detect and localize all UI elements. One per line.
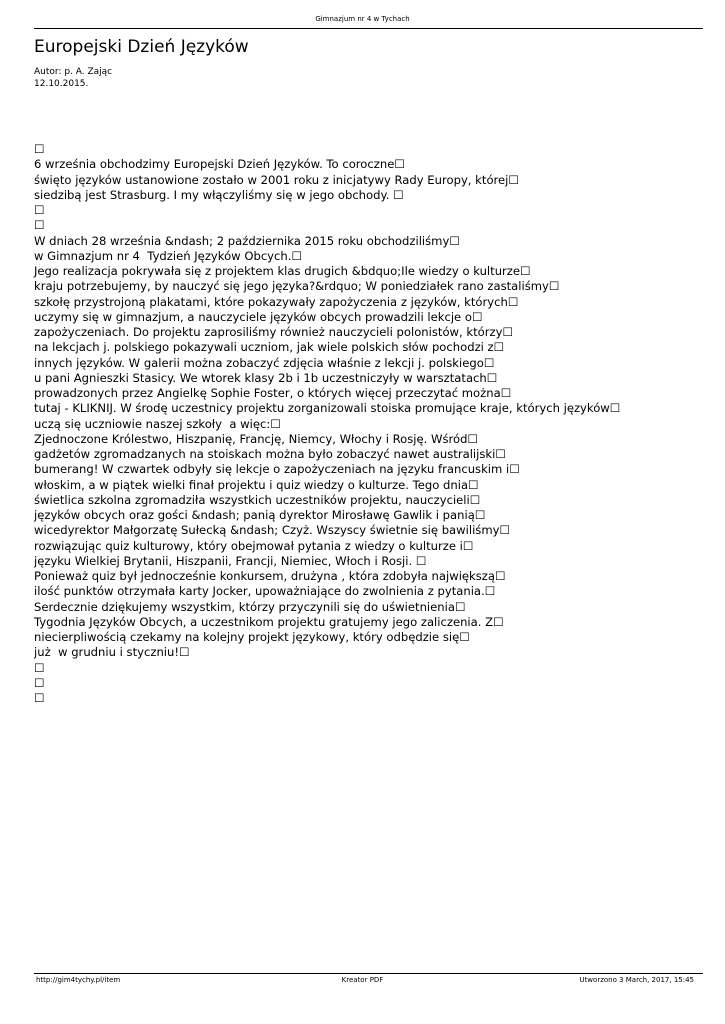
body-line: języków obcych oraz gości &ndash; panią dyrektor Mirosławę Gawlik i panią☐ [34, 508, 486, 522]
body-line: wicedyrektor Małgorzatę Sułecką &ndash; Czyż. Wszyscy świetnie się bawiliśmy☐ [34, 523, 510, 538]
body-line: uczymy się w gimnazjum, a nauczyciele języków obcych prowadzili lekcje o☐ [34, 309, 483, 324]
body-line: prowadzonych przez Angielkę Sophie Foster, o których więcej przeczytać można☐ [34, 386, 512, 400]
body-line: święto języków ustanowione zostało w 2001 roku z inicjatywy Rady Europy, której☐ [34, 172, 519, 187]
page-header: Gimnazjum nr 4 w Tychach [315, 15, 410, 23]
article-body [34, 142, 620, 706]
body-line: Tygodnia Języków Obcych, a uczestnikom projektu gratujemy jego zaliczenia. Z☐ [34, 614, 504, 629]
header-divider [34, 28, 703, 29]
body-line: ☐ [34, 218, 45, 233]
footer-url: http://gim4tychy.pl/item [36, 976, 121, 984]
body-line: innych języków. W galerii można zobaczyć zdjęcia właśnie z lekcji j. polskiego☐ [34, 355, 495, 370]
body-line: niecierpliwością czekamy na kolejny projekt językowy, który odbędzie się☐ [34, 630, 470, 644]
author-line: Autor: p. A. Zając [34, 67, 113, 77]
article-title: Europejski Dzień Języków [34, 37, 249, 57]
body-line: w Gimnazjum nr 4 Tydzień Języków Obcych.☐ [34, 248, 302, 263]
body-line: ☐ [34, 660, 45, 675]
body-line: świetlica szkolna zgromadziła wszystkich uczestników projektu, nauczycieli☐ [34, 492, 481, 507]
body-line: ☐ [34, 675, 45, 690]
body-line: tutaj - KLIKNIJ. W środę uczestnicy projektu zorganizowali stoiska promujące kraje, których języków☐ [34, 401, 621, 416]
body-line: gadżetów zgromadzanych na stoiskach można było zobaczyć nawet australijski☐ [34, 447, 506, 461]
body-line: ☐ [34, 691, 45, 705]
body-line: włoskim, a w piątek wielki finał projektu i quiz wiedzy o kulturze. Tego dnia☐ [34, 477, 479, 492]
body-line: Zjednoczone Królestwo, Hiszpanię, Francję, Niemcy, Włochy i Rosję. Wśród☐ [34, 431, 478, 446]
body-line: uczą się uczniowie naszej szkoły a więc:☐ [34, 416, 281, 431]
body-line: rozwiązując quiz kulturowy, który obejmował pytania z wiedzy o kulturze i☐ [34, 538, 474, 553]
body-line: zapożyczeniach. Do projektu zaprosiliśmy również nauczycieli polonistów, którzy☐ [34, 325, 513, 339]
body-line: bumerang! W czwartek odbyły się lekcje o zapożyczeniach na języku francuskim i☐ [34, 462, 520, 477]
body-line: Ponieważ quiz był jednocześnie konkursem, drużyna , która zdobyła największą☐ [34, 569, 506, 583]
article-meta [34, 67, 112, 90]
publish-date: 12.10.2015. [34, 78, 89, 89]
body-line: siedzibą jest Strasburg. I my włączyliśmy się w jego obchody. ☐ [34, 187, 404, 202]
body-line: języku Wielkiej Brytanii, Hiszpanii, Francji, Niemiec, Włoch i Rosji. ☐ [34, 553, 427, 568]
body-line: kraju potrzebujemy, by nauczyć się jego języka?&rdquo; W poniedziałek rano zastaliśmy☐ [34, 279, 560, 294]
footer-created: Utworzono 3 March, 2017, 15:45 [579, 976, 694, 984]
body-line: ilość punktów otrzymała karty Jocker, upoważniające do zwolnienia z pytania.☐ [34, 584, 496, 599]
body-line: Jego realizacja pokrywała się z projektem klas drugich &bdquo;Ile wiedzy o kulturze☐ [34, 264, 531, 278]
footer-generator: Kreator PDF [341, 976, 384, 984]
footer-divider [34, 973, 703, 974]
body-line: Serdecznie dziękujemy wszystkim, którzy przyczynili się do uświetnienia☐ [34, 599, 466, 614]
body-line: W dniach 28 września &ndash; 2 października 2015 roku obchodziliśmy☐ [34, 233, 460, 248]
body-line: ☐ [34, 203, 45, 217]
body-line: 6 września obchodzimy Europejski Dzień Języków. To coroczne☐ [34, 157, 405, 172]
body-line: na lekcjach j. polskiego pokazywali uczniom, jak wiele polskich słów pochodzi z☐ [34, 340, 505, 355]
body-line: ☐ [34, 142, 45, 156]
body-line: już w grudniu i styczniu!☐ [34, 645, 190, 660]
body-line: szkołę przystrojoną plakatami, które pokazywały zapożyczenia z języków, których☐ [34, 294, 519, 309]
body-line: u pani Agnieszki Stasicy. We wtorek klasy 2b i 1b uczestniczyły w warsztatach☐ [34, 370, 498, 385]
